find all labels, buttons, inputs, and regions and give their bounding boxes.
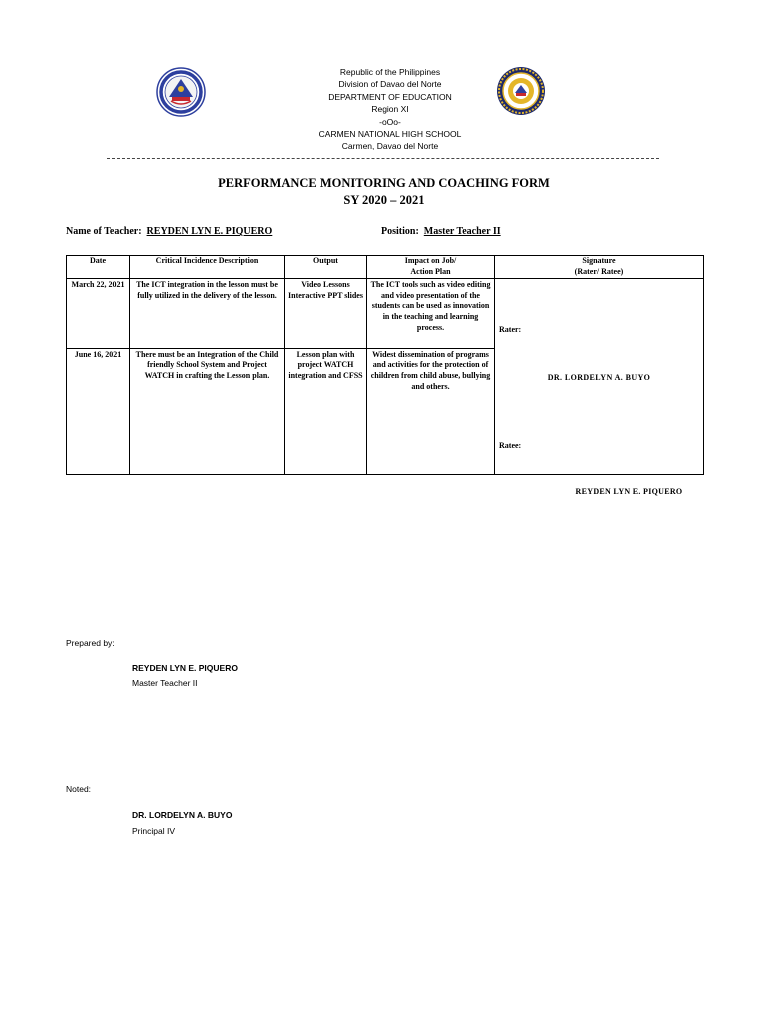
letterhead xyxy=(250,66,530,153)
cell-output: Lesson plan with project WATCH integration and CFSS xyxy=(285,348,367,474)
position-label: Position: xyxy=(381,226,419,237)
rater-label: Rater: xyxy=(499,325,522,335)
coaching-table xyxy=(66,255,704,497)
header-critical: Critical Incidence Description xyxy=(130,256,285,279)
cell-impact: The ICT tools such as video editing and video presentation of the students can be used as innovation in the teaching and learning process. xyxy=(367,279,495,349)
ratee-label: Ratee: xyxy=(499,441,522,451)
header-signature-line: Signature xyxy=(582,256,616,265)
prepared-by-title: Master Teacher II xyxy=(132,678,198,688)
noted-label: Noted: xyxy=(66,784,92,794)
header-impact-line: Action Plan xyxy=(410,266,451,276)
school-year: SY 2020 – 2021 xyxy=(343,193,425,207)
prepared-by-label: Prepared by: xyxy=(66,638,115,648)
letterhead-line: Region XI xyxy=(371,104,409,115)
letterhead-line: Carmen, Davao del Norte xyxy=(341,141,439,152)
header-divider xyxy=(107,158,659,159)
position-value: Master Teacher II xyxy=(423,226,501,237)
header-signature xyxy=(495,256,704,279)
signature-cell xyxy=(495,279,704,497)
form-title: PERFORMANCE MONITORING AND COACHING FORM xyxy=(218,176,550,190)
teacher-name-value: REYDEN LYN E. PIQUERO xyxy=(146,226,273,237)
cell-critical: The ICT integration in the lesson must be fully utilized in the delivery of the lesson. xyxy=(130,279,285,349)
noted-title: Principal IV xyxy=(132,826,175,836)
school-seal-icon xyxy=(496,66,546,116)
cell-date: March 22, 2021 xyxy=(67,279,130,349)
letterhead-line: Division of Davao del Norte xyxy=(338,79,442,90)
header-output: Output xyxy=(285,256,367,279)
table-row xyxy=(67,279,704,349)
header-date: Date xyxy=(67,256,130,279)
header-impact xyxy=(367,256,495,279)
teacher-name-line xyxy=(66,226,272,237)
letterhead-line: CARMEN NATIONAL HIGH SCHOOL xyxy=(318,129,462,140)
teacher-name-label: Name of Teacher: xyxy=(66,226,142,237)
table-header-row xyxy=(67,256,704,279)
letterhead-line: -oOo- xyxy=(379,116,401,127)
noted-name: DR. LORDELYN A. BUYO xyxy=(132,810,233,820)
cell-critical: There must be an Integration of the Child friendly School System and Project WATCH in crafting the Lesson plan. xyxy=(130,348,285,474)
prepared-by-name: REYDEN LYN E. PIQUERO xyxy=(132,663,238,673)
position-line xyxy=(381,226,501,237)
cell-impact: Widest dissemination of programs and activities for the protection of children from child abuse, bullying and others. xyxy=(367,348,495,474)
letterhead-line: Republic of the Philippines xyxy=(339,67,441,77)
cell-output: Video Lessons Interactive PPT slides xyxy=(285,279,367,349)
deped-seal-icon xyxy=(156,67,206,117)
rater-name: DR. LORDELYN A. BUYO xyxy=(547,373,651,383)
cell-date: June 16, 2021 xyxy=(67,348,130,474)
header-impact-line: Impact on Job/ xyxy=(404,256,457,265)
ratee-name: REYDEN LYN E. PIQUERO xyxy=(575,487,683,497)
header-signature-line: (Rater/ Ratee) xyxy=(574,266,624,276)
letterhead-line: DEPARTMENT OF EDUCATION xyxy=(328,91,452,102)
